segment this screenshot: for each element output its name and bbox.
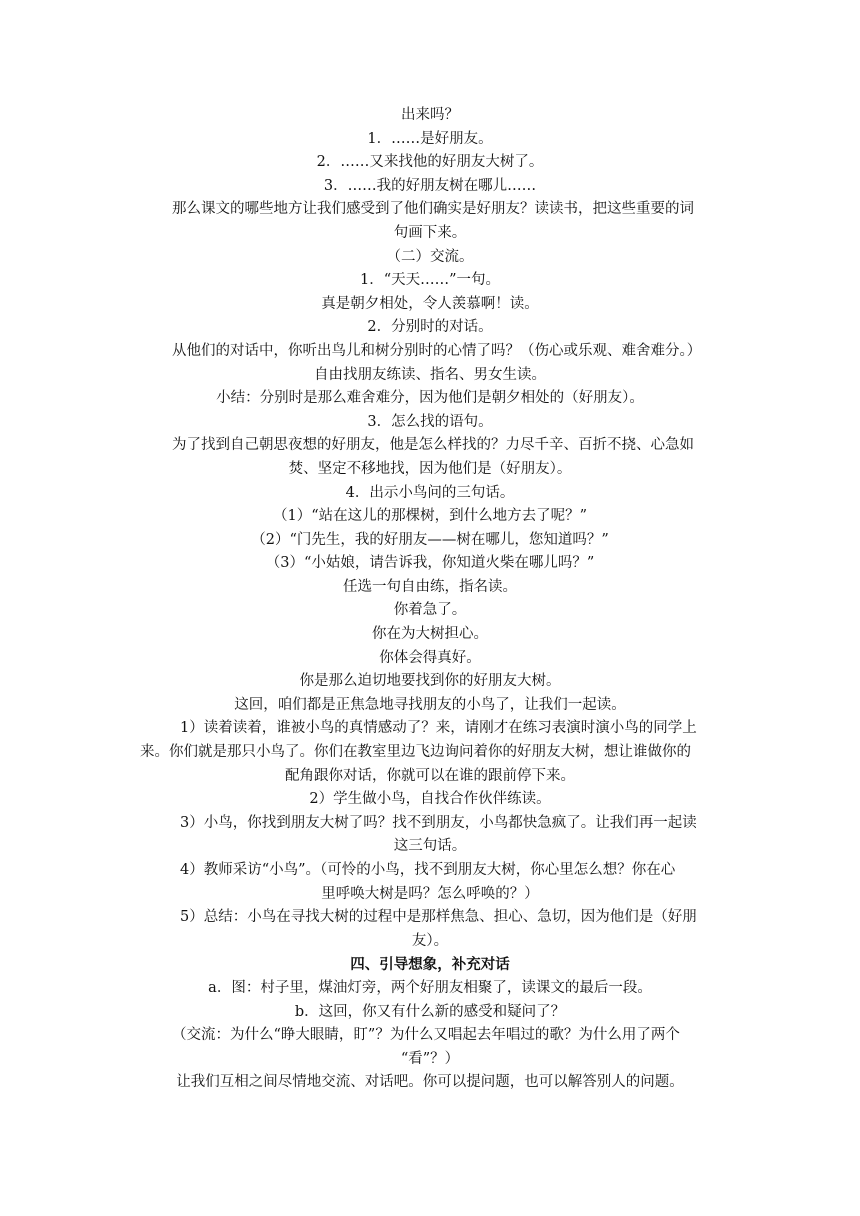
text-line: 1．……是好朋友。 — [367, 130, 493, 147]
text-line: 1）读着读着，谁被小鸟的真情感动了？来，请刚才在练习表演时演小鸟的同学上 — [180, 720, 697, 737]
text-line: 那么课文的哪些地方让我们感受到了他们确实是好朋友？读读书，把这些重要的词 — [172, 201, 694, 218]
text-line: 5）总结：小鸟在寻找大树的过程中是那样焦急、担心、急切，因为他们是（好朋 — [180, 909, 697, 926]
section-label: （二）交流。 — [386, 248, 474, 265]
text-line: a．图：村子里，煤油灯旁，两个好朋友相聚了，读课文的最后一段。 — [208, 979, 652, 996]
text-line: 从他们的对话中，你听出鸟儿和树分别时的心情了吗？（伤心或乐观、难舍难分。） — [172, 342, 702, 359]
text-line: 这回，咱们都是正焦急地寻找朋友的小鸟了，让我们一起读。 — [234, 696, 626, 713]
document-page — [140, 104, 720, 1095]
text-line: 2．分别时的对话。 — [367, 319, 493, 336]
text-line: 友）。 — [411, 932, 449, 949]
text-line: 配角跟你对话，你就可以在谁的跟前停下来。 — [285, 767, 575, 784]
text-line: 任选一句自由练，指名读。 — [343, 578, 517, 595]
text-line: 4．出示小鸟问的三句话。 — [345, 484, 515, 501]
text-line: “看”？） — [400, 1050, 460, 1067]
text-line: 句画下来。 — [393, 224, 467, 241]
text-line: 自由找朋友练读、指名、男女生读。 — [314, 366, 546, 383]
text-line: 你体会得真好。 — [379, 649, 481, 666]
text-line: 你着急了。 — [393, 602, 467, 619]
text-line: b．这回，你又有什么新的感受和疑问了？ — [294, 1003, 566, 1020]
text-line: 2．……又来找他的好朋友大树了。 — [316, 154, 544, 171]
text-line: 出来吗？ — [401, 107, 459, 123]
text-line: 来。你们就是那只小鸟了。你们在教室里边飞边询问着你的好朋友大树，想让谁做你的 — [140, 744, 691, 761]
text-line: 3．怎么找的语句。 — [367, 413, 493, 430]
text-line: 小结：分别时是那么难舍难分，因为他们是朝夕相处的（好朋友）。 — [216, 390, 644, 407]
text-line: 焚、坚定不移地找，因为他们是（好朋友）。 — [288, 460, 572, 477]
text-line: 你是那么迫切地要找到你的好朋友大树。 — [299, 673, 561, 690]
text-line: 让我们互相之间尽情地交流、对话吧。你可以提问题，也可以解答别人的问题。 — [176, 1074, 684, 1091]
text-line: 1．“天天……”一句。 — [359, 272, 501, 289]
text-line: 3）小鸟，你找到朋友大树了吗？找不到朋友，小鸟都快急疯了。让我们再一起读 — [180, 814, 697, 831]
text-line: 4）教师采访“小鸟”。（可怜的小鸟，找不到朋友大树，你心里怎么想？你在心 — [180, 862, 676, 878]
text-line: 你在为大树担心。 — [372, 626, 488, 643]
section-heading: 四、引导想象，补充对话 — [350, 956, 510, 974]
text-line: 3．……我的好朋友树在哪儿…… — [323, 177, 537, 194]
text-line: （3）“小姑娘，请告诉我，你知道火柴在哪儿吗？” — [265, 555, 595, 572]
text-line: （交流：为什么“睁大眼睛，盯”？为什么又唱起去年唱过的歌？为什么用了两个 — [172, 1027, 680, 1044]
text-line: 这三句话。 — [393, 838, 467, 855]
text-line: （1）“站在这儿的那棵树，到什么地方去了呢？” — [272, 508, 588, 525]
text-line: （2）“门先生，我的好朋友——树在哪儿，您知道吗？” — [251, 531, 609, 548]
text-line: 为了找到自己朝思夜想的好朋友，他是怎么样找的？力尽千辛、百折不挠、心急如 — [172, 437, 694, 454]
text-line: 2）学生做小鸟，自找合作伙伴练读。 — [309, 791, 551, 808]
text-line: 里呼唤大树是吗？怎么呼唤的？） — [321, 885, 539, 902]
text-line: 真是朝夕相处，令人羡慕啊！读。 — [321, 295, 539, 312]
